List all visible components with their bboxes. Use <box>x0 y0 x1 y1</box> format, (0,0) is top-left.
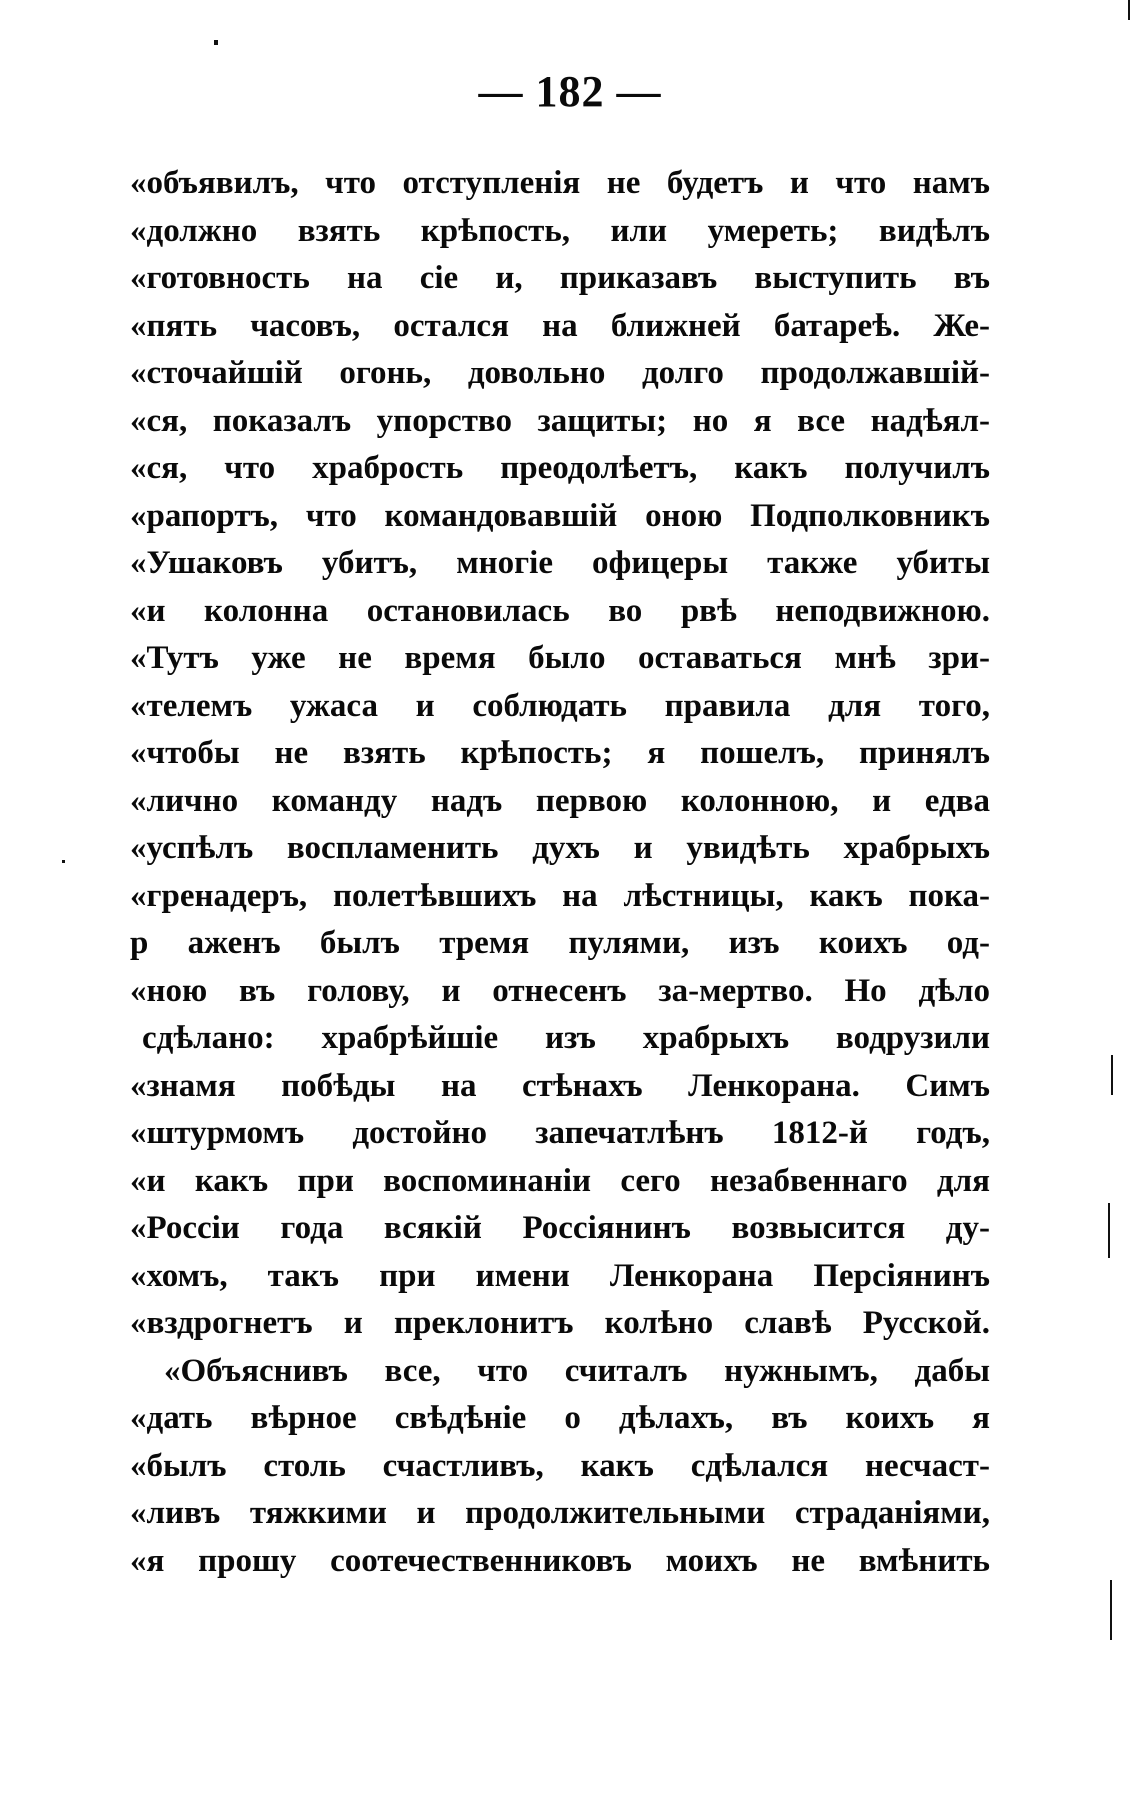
text-line: «Объяснивъ все, что считалъ нужнымъ, дабы <box>164 1352 990 1389</box>
text-line: р аженъ былъ тремя пулями, изъ коихъ од- <box>130 925 990 961</box>
text-line: «готовность на сіе и, приказавъ выступить въ <box>130 260 990 296</box>
text-line: «былъ столь счастливъ, какъ сдѣлался несчаст- <box>130 1447 990 1484</box>
scan-edge-mark <box>1128 0 1130 20</box>
text-line: «Ушаковъ убитъ, многіе офицеры также убиты <box>130 545 990 581</box>
text-line: «ною въ голову, и отнесенъ за-мертво. Но дѣло <box>130 972 990 1009</box>
text-line: «телемъ ужаса и соблюдать правила для того, <box>130 687 990 724</box>
text-line: «успѣлъ воспламенить духъ и увидѣть храбрыхъ <box>130 830 990 866</box>
text-line: «Тутъ уже не время было оставаться мнѣ зри- <box>130 640 990 676</box>
text-line: «сточайшій огонь, довольно долго продолжавшій- <box>130 355 990 391</box>
text-line: «пять часовъ, остался на ближней батареѣ. Же- <box>130 307 990 344</box>
scan-speck <box>62 860 65 863</box>
text-line: «и колонна остановилась во рвѣ неподвижною. <box>130 592 990 629</box>
text-line: «я прошу соотечественниковъ моихъ не вмѣнить <box>130 1542 990 1579</box>
scan-edge-mark <box>1111 1055 1113 1095</box>
scan-edge-mark <box>1110 1580 1112 1640</box>
text-line: «и какъ при воспоминаніи сего незабвеннаго для <box>130 1162 990 1199</box>
text-line: «ливъ тяжкими и продолжительными страданіями, <box>130 1495 990 1531</box>
text-line: «знамя побѣды на стѣнахъ Ленкорана. Симъ <box>130 1067 990 1104</box>
text-line: «ся, что храбрость преодолѣетъ, какъ получилъ <box>130 450 990 486</box>
body-text <box>130 160 990 1585</box>
page-number: — 182 — <box>478 67 662 116</box>
text-line: «Россіи года всякій Россіянинъ возвысится ду- <box>130 1210 990 1246</box>
text-line: «объявилъ, что отступленія не будетъ и что намъ <box>130 165 990 201</box>
text-line: «ся, показалъ упорство защиты; но я все надѣял- <box>130 402 990 439</box>
text-line: «гренадеръ, полетѣвшихъ на лѣстницы, какъ пока- <box>130 877 990 914</box>
text-line: «чтобы не взять крѣпость; я пошелъ, принялъ <box>130 735 990 771</box>
text-line: «штурмомъ достойно запечатлѣнъ 1812-й годъ, <box>130 1115 990 1151</box>
text-line: «лично команду надъ первою колонною, и едва <box>130 782 990 819</box>
scan-speck <box>214 40 218 45</box>
text-line: «вздрогнетъ и преклонитъ колѣно славѣ Русской. <box>130 1305 990 1341</box>
text-line: «дать вѣрное свѣдѣніе о дѣлахъ, въ коихъ я <box>130 1400 990 1436</box>
text-line: «должно взять крѣпость, или умереть; видѣлъ <box>130 212 990 249</box>
scan-edge-mark <box>1108 1203 1110 1258</box>
text-line: «хомъ, такъ при имени Ленкорана Персіянинъ <box>130 1257 990 1294</box>
text-line: сдѣлано: храбрѣйшіе изъ храбрыхъ водрузили <box>142 1020 990 1056</box>
text-line: «рапортъ, что командовавшій оною Подполковникъ <box>130 497 990 534</box>
